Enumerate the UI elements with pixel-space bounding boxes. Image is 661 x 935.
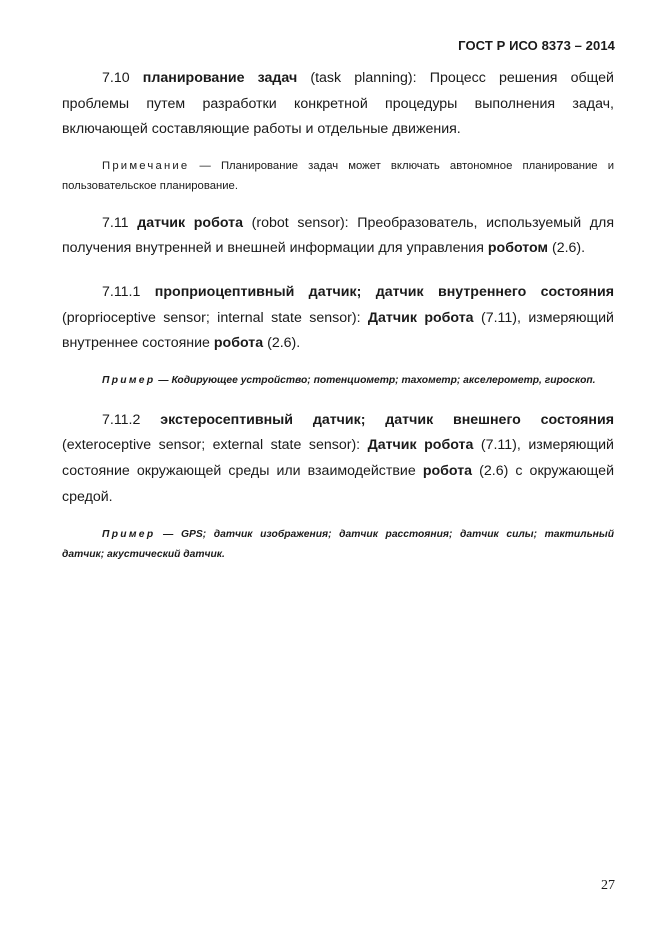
entry-7-11-1	[62, 280, 614, 357]
entry-english: (exteroceptive sensor; external state sensor):	[62, 437, 361, 454]
entry-definition: Преобразователь, используемый для получения внутренней и внешней информации для управления	[62, 214, 614, 257]
cross-ref-term: робота	[213, 335, 264, 352]
note-text: Планирование задач может включать автономное планирование и пользовательское планирование.	[62, 159, 615, 192]
entry-term: проприоцептивный датчик; датчик внутреннего состояния	[154, 283, 614, 300]
example-label: Пример	[102, 529, 156, 541]
example-label: Пример	[102, 374, 156, 386]
entry-term: планирование задач	[142, 70, 298, 86]
entry-7-11	[62, 211, 614, 262]
entry-number: 7.10	[102, 70, 130, 86]
entry-english: (task planning):	[310, 70, 417, 86]
entry-7-10	[62, 66, 614, 143]
cross-ref: (2.6).	[551, 240, 586, 257]
cross-ref-term: робота	[422, 462, 473, 479]
cross-ref: (7.11), измеряющий состояние окружающей среды или взаимодействие	[62, 437, 614, 479]
entry-term: экстеросептивный датчик; датчик внешнего состояния	[160, 411, 614, 428]
cross-ref: (7.11), измеряющий внутреннее состояние	[62, 309, 614, 352]
note-label: Примечание	[102, 159, 190, 172]
note-7-10	[62, 156, 614, 196]
page-number: 27	[601, 878, 615, 893]
cross-ref-term: роботом	[487, 240, 549, 257]
entry-term: датчик робота	[137, 214, 244, 231]
entry-number: 7.11.1	[102, 283, 141, 300]
entry-english: (proprioceptive sensor; internal state sensor):	[62, 309, 361, 326]
entry-english: (robot sensor):	[251, 214, 349, 231]
example-text: GPS; датчик изображения; датчик расстояния; датчик силы; тактильный датчик; акустический датчик.	[62, 529, 614, 561]
entry-definition: Процесс решения общей проблемы путем разработки конкретной процедуры выполнения задач, включающей составляющие работы и отдельные движения.	[62, 70, 614, 138]
cross-ref-term: Датчик робота	[367, 309, 474, 326]
entry-number: 7.11	[102, 214, 129, 231]
entry-7-11-2	[62, 408, 614, 510]
note-dash: —	[199, 159, 211, 172]
example-text: Кодирующее устройство; потенциометр; тахометр; акселерометр, гироскоп.	[171, 374, 596, 386]
example-dash: —	[163, 529, 174, 541]
entry-number: 7.11.2	[102, 411, 141, 428]
cross-ref-term: Датчик робота	[367, 437, 474, 454]
cross-ref: (2.6).	[267, 335, 301, 352]
example-dash: —	[158, 374, 169, 386]
example-7-11-1	[62, 371, 614, 391]
document-header: ГОСТ Р ИСО 8373 – 2014	[458, 38, 615, 53]
cross-ref: (2.6) с окружающей средой.	[62, 462, 614, 505]
document-body	[62, 66, 614, 565]
example-7-11-2	[62, 525, 614, 565]
